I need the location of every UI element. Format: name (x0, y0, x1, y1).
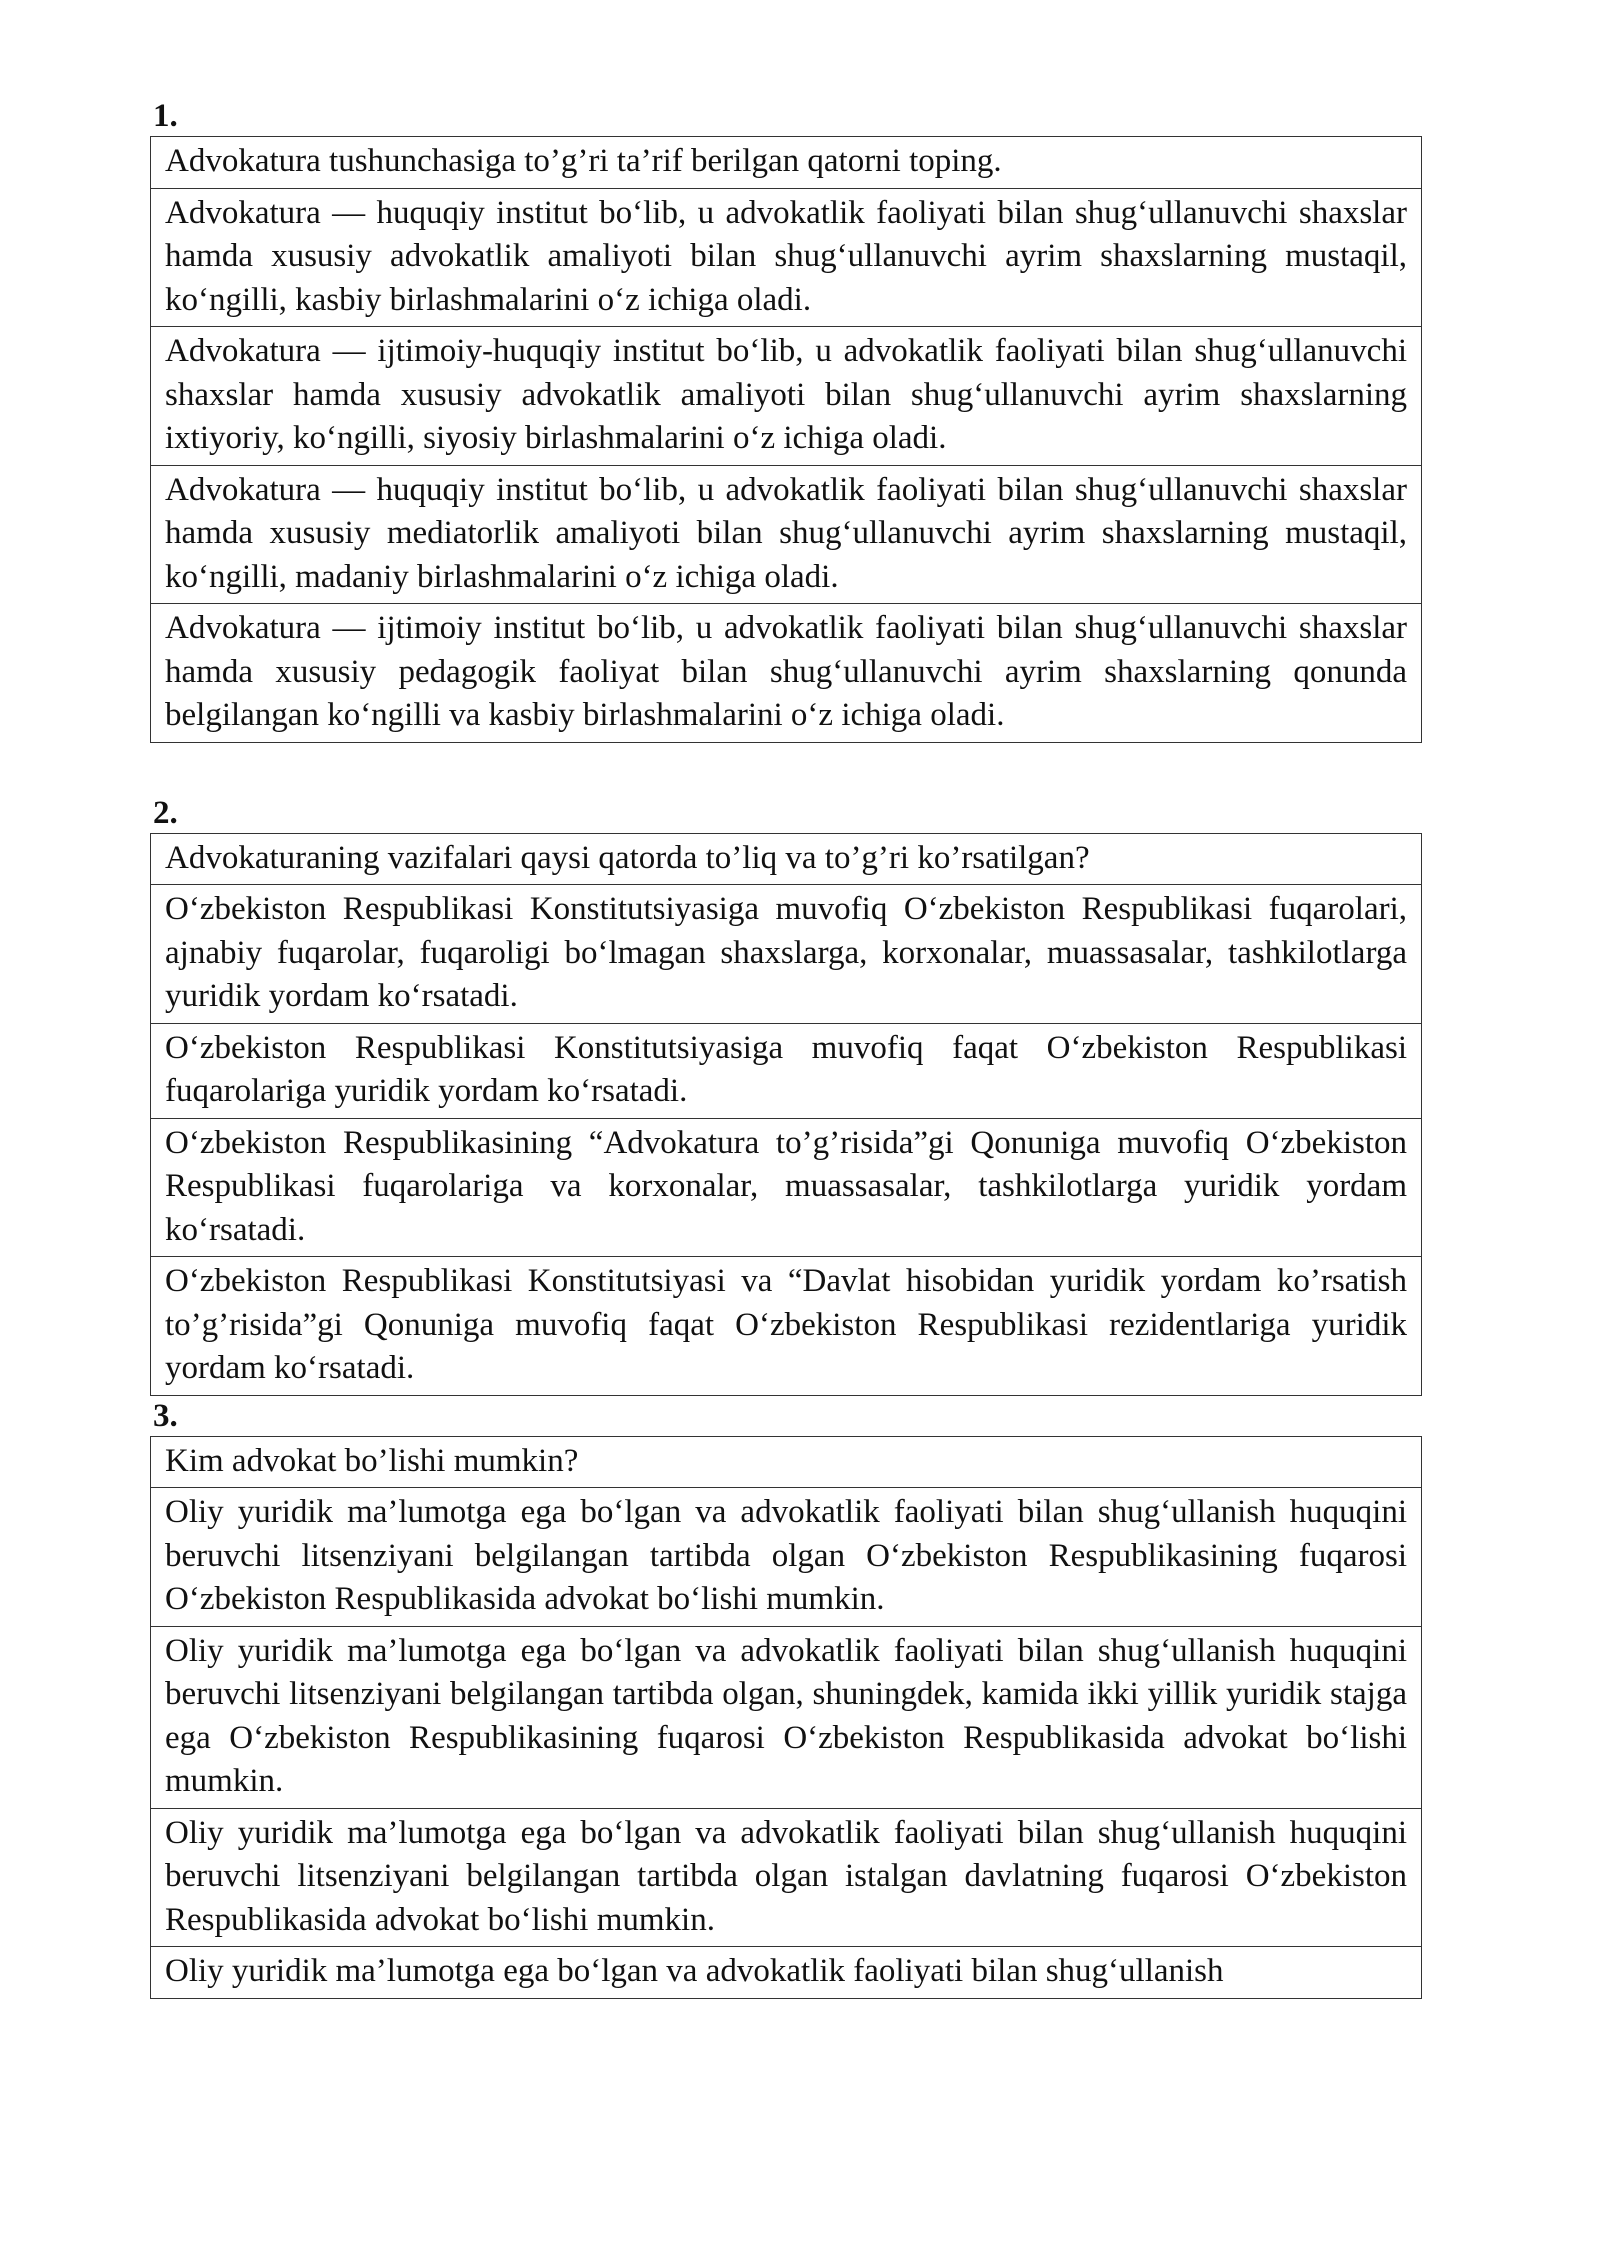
question-row (151, 1436, 1422, 1488)
question-text: Kim advokat bo’lishi mumkin? (151, 1436, 1422, 1488)
section-spacer (150, 743, 1422, 793)
answer-option-row[interactable] (151, 1808, 1422, 1947)
question-number: 3. (153, 1397, 178, 1434)
answer-option-text[interactable]: Advokatura — huquqiy institut bo‘lib, u advokatlik faoliyati bilan shug‘ullanuvchi shaxslar hamda xususiy mediatorlik amaliyoti bilan shug‘ullanuvchi ayrim shaxslarning mustaqil, ko‘ngilli, madaniy birlashmalarini o‘z ichiga oladi. (151, 465, 1422, 604)
question-number: 2. (153, 794, 178, 831)
answer-option-text[interactable]: O‘zbekiston Respublikasi Konstitutsiyasiga muvofiq faqat O‘zbekiston Respublikasi fuqarolariga yuridik yordam ko‘rsatadi. (151, 1023, 1422, 1118)
answer-option-text[interactable]: Advokatura — ijtimoiy-huquqiy institut bo‘lib, u advokatlik faoliyati bilan shug‘ullanuvchi shaxslar hamda xususiy advokatlik amaliyoti bilan shug‘ullanuvchi ayrim shaxslarning ixtiyoriy, ko‘ngilli, siyosiy birlashmalarini o‘z ichiga oladi. (151, 327, 1422, 466)
answer-option-row[interactable] (151, 1023, 1422, 1118)
question-text: Advokatura tushunchasiga to’g’ri ta’rif berilgan qatorni toping. (151, 137, 1422, 189)
answer-option-row[interactable] (151, 465, 1422, 604)
answer-option-text[interactable]: Oliy yuridik ma’lumotga ega bo‘lgan va advokatlik faoliyati bilan shug‘ullanish huquqini beruvchi litsenziyani belgilangan tartibda olgan, shuningdek, kamida ikki yillik yuridik stajga ega O‘zbekiston Respublikasining fuqarosi O‘zbekiston Respublikasida advokat bo‘lishi mumkin. (151, 1626, 1422, 1808)
answer-option-row[interactable] (151, 1626, 1422, 1808)
answer-option-row[interactable] (151, 1947, 1422, 1999)
question-block-1 (150, 96, 1422, 743)
question-text: Advokaturaning vazifalari qaysi qatorda to’liq va to’g’ri ko’rsatilgan? (151, 833, 1422, 885)
answer-option-row[interactable] (151, 604, 1422, 743)
question-table (150, 1436, 1422, 1999)
question-table (150, 136, 1422, 743)
question-block-3 (150, 1396, 1422, 1999)
answer-option-text[interactable]: O‘zbekiston Respublikasi Konstitutsiyasiga muvofiq O‘zbekiston Respublikasi fuqarolari, ajnabiy fuqarolar, fuqaroligi bo‘lmagan shaxslarga, korxonalar, muassasalar, tashkilotlarga yuridik yordam ko‘rsatadi. (151, 885, 1422, 1024)
answer-option-text[interactable]: Oliy yuridik ma’lumotga ega bo‘lgan va advokatlik faoliyati bilan shug‘ullanish huquqini beruvchi litsenziyani belgilangan tartibda olgan O‘zbekiston Respublikasining fuqarosi O‘zbekiston Respublikasida advokat bo‘lishi mumkin. (151, 1488, 1422, 1627)
answer-option-row[interactable] (151, 188, 1422, 327)
question-table (150, 833, 1422, 1396)
question-block-2 (150, 793, 1422, 1396)
answer-option-row[interactable] (151, 885, 1422, 1024)
answer-option-text[interactable]: O‘zbekiston Respublikasi Konstitutsiyasi va “Davlat hisobidan yuridik yordam ko’rsatish to’g’risida”gi Qonuniga muvofiq faqat O‘zbekiston Respublikasi rezidentlariga yuridik yordam ko‘rsatadi. (151, 1257, 1422, 1396)
question-number: 1. (153, 98, 178, 134)
answer-option-text[interactable]: Oliy yuridik ma’lumotga ega bo‘lgan va advokatlik faoliyati bilan shug‘ullanish huquqini beruvchi litsenziyani belgilangan tartibda olgan istalgan davlatning fuqarosi O‘zbekiston Respublikasida advokat bo‘lishi mumkin. (151, 1808, 1422, 1947)
answer-option-row[interactable] (151, 1488, 1422, 1627)
answer-option-row[interactable] (151, 1257, 1422, 1396)
question-row (151, 137, 1422, 189)
document-page (150, 96, 1422, 1999)
answer-option-text[interactable]: Advokatura — ijtimoiy institut bo‘lib, u advokatlik faoliyati bilan shug‘ullanuvchi shaxslar hamda xususiy pedagogik faoliyat bilan shug‘ullanuvchi ayrim shaxslarning qonunda belgilangan ko‘ngilli va kasbiy birlashmalarini o‘z ichiga oladi. (151, 604, 1422, 743)
answer-option-row[interactable] (151, 327, 1422, 466)
answer-option-text[interactable]: Advokatura — huquqiy institut bo‘lib, u advokatlik faoliyati bilan shug‘ullanuvchi shaxslar hamda xususiy advokatlik amaliyoti bilan shug‘ullanuvchi ayrim shaxslarning mustaqil, ko‘ngilli, kasbiy birlashmalarini o‘z ichiga oladi. (151, 188, 1422, 327)
answer-option-row[interactable] (151, 1118, 1422, 1257)
question-row (151, 833, 1422, 885)
answer-option-text[interactable]: Oliy yuridik ma’lumotga ega bo‘lgan va advokatlik faoliyati bilan shug‘ullanish (151, 1947, 1422, 1999)
answer-option-text[interactable]: O‘zbekiston Respublikasining “Advokatura to’g’risida”gi Qonuniga muvofiq O‘zbekiston Respublikasi fuqarolariga va korxonalar, muassasalar, tashkilotlarga yuridik yordam ko‘rsatadi. (151, 1118, 1422, 1257)
